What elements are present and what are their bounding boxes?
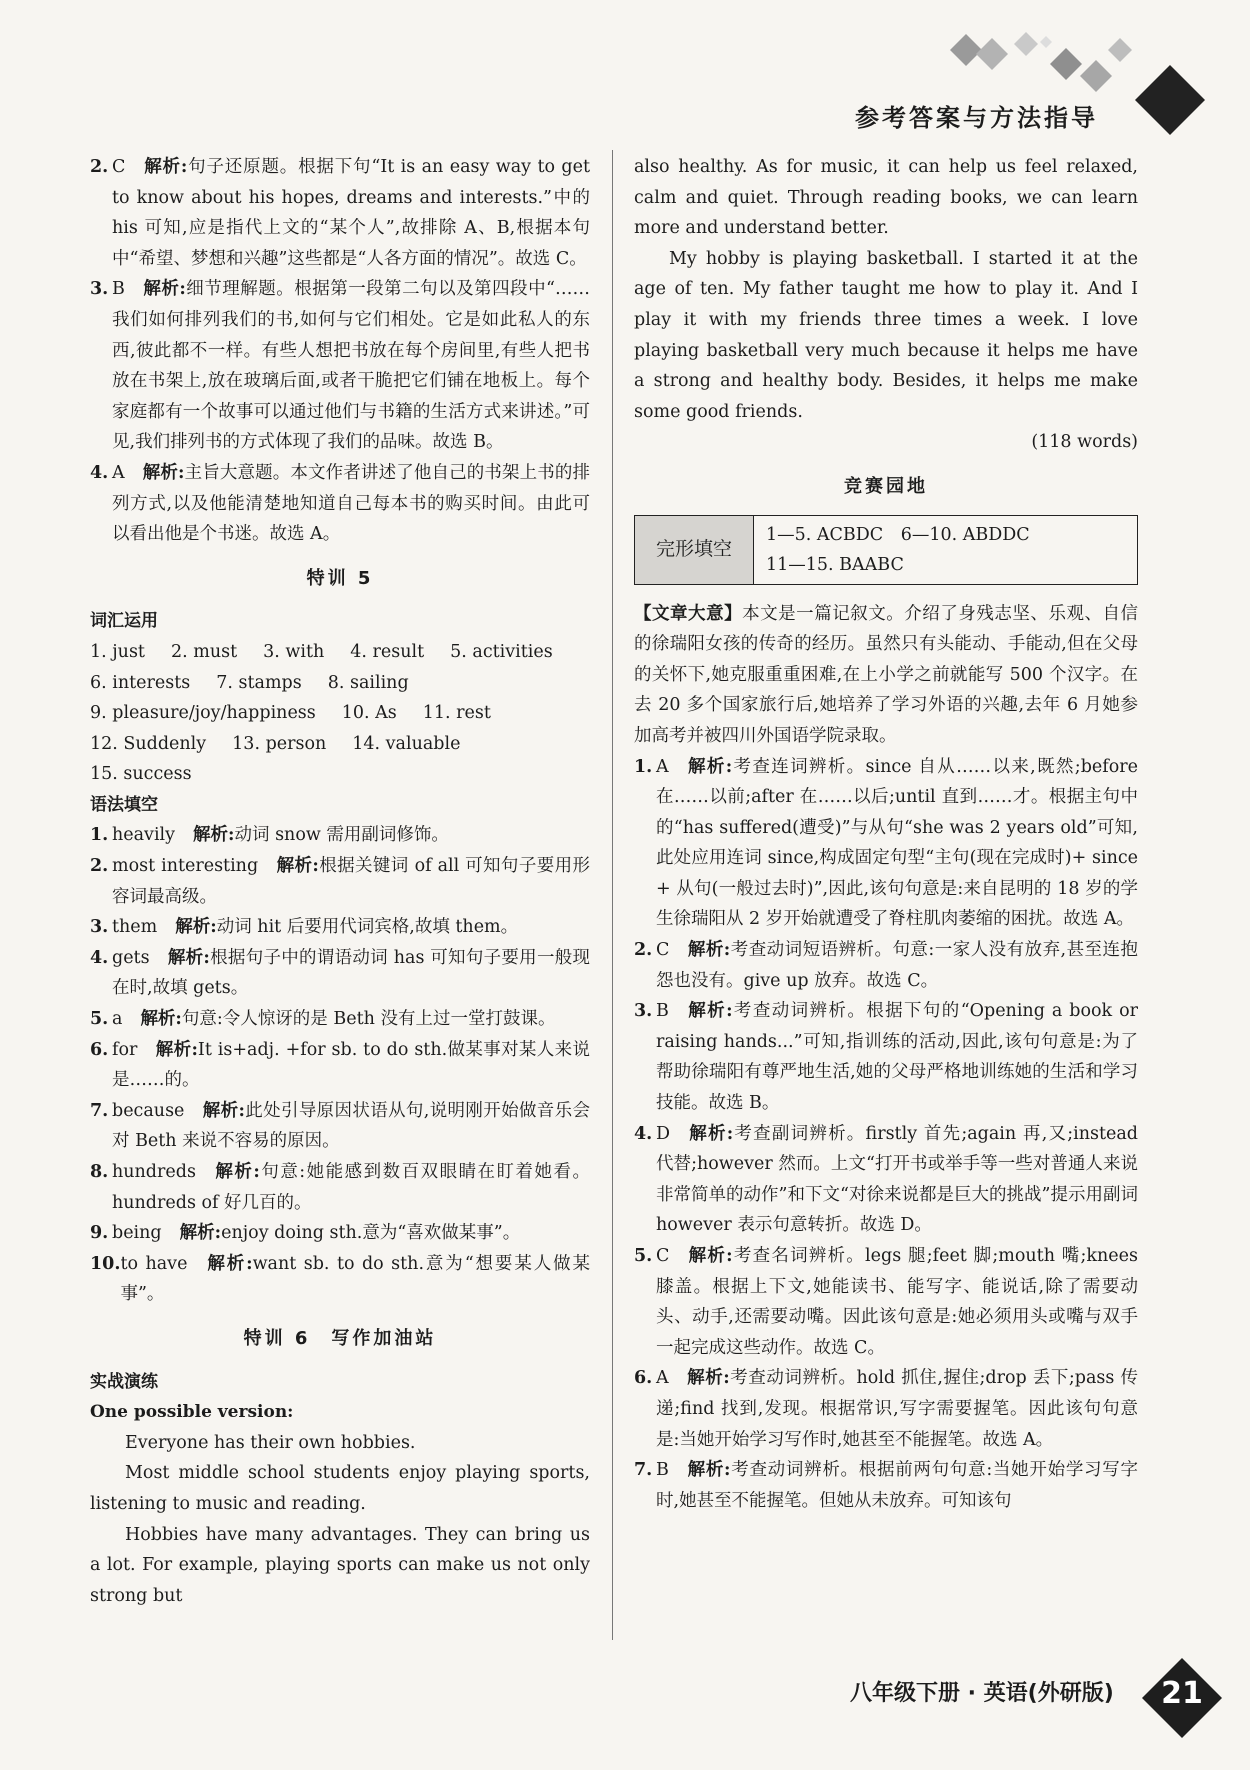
item-tag: 解析: [193,825,235,846]
vocab-answer: 15. success [90,764,192,785]
vocab-answer: 3. with [263,641,325,662]
vocab-answers [90,637,590,790]
item-explanation: 考查动词辨析。根据前两句句意:当她开始学习写字时,她甚至不能握笔。但她从未放弃。可知该句 [656,1460,1138,1511]
item-explanation: 此处引导原因状语从句,说明刚开始做音乐会对 Beth 来说不容易的原因。 [112,1100,590,1152]
cloze-answers-line: 1—5. ACBDC 6—10. ABDDC [766,524,1030,545]
item-tag: 解析: [686,756,733,777]
answer-item [90,152,590,274]
essay-paragraph: Everyone has their own hobbies. [125,1432,416,1453]
grammar-item [90,1249,590,1310]
summary-tag: 【文章大意】 [634,603,743,624]
vocab-answer: 2. must [170,641,238,662]
article-summary [634,599,1138,752]
item-answer: B [656,1001,669,1022]
item-explanation: 考查动词辨析。根据下句的“Opening a book or raising hands...”可知,指训练的活动,因此,该句句意是:为了帮助徐瑞阳有尊严地生活,她的父母严格地训练她的生活和学习技能。故选 B。 [656,1001,1138,1114]
vocab-answer: 11. rest [422,703,491,724]
item-number: 10. [90,1253,121,1274]
item-explanation: 考查名词辨析。legs 腿;feet 脚;mouth 嘴;knees 膝盖。根据上下文,她能读书、能写字、能说话,除了需要动头、动手,还需要动嘴。因此该句意是:她必须用头或嘴与双手一起完成这些动作。故选 C。 [656,1246,1138,1358]
section-title-6: 特训 6 写作加油站 [243,1327,437,1349]
item-explanation: 根据关键词 of all 可知句子要用形容词最高级。 [112,856,590,907]
cloze-item [634,935,1138,996]
item-tag: 解析: [686,1368,730,1389]
cloze-item [634,752,1138,936]
vocab-answer: 5. activities [450,641,553,662]
section-title-5: 特训 5 [306,567,374,589]
cloze-label: 完形填空 [635,516,754,584]
practice-heading: 实战演练 [90,1371,158,1392]
item-tag: 解析: [686,1001,733,1022]
essay-paragraph: My hobby is playing basketball. I started it at the age of ten. My father taught me how to play it. And I play it with my friends three times a week. I love playing basketball very much because it helps me have a strong and healthy body. Besides, it helps me make some good friends. [634,248,1138,422]
item-number: 3. [634,1001,653,1022]
grammar-item [90,1157,590,1218]
grammar-item [90,851,590,912]
vocab-answer: 1. just [90,641,145,662]
item-explanation: 考查副词辨析。firstly 首先;again 再,又;instead 代替;however 然而。上文“打开书或举手等一些对普通人来说非常简单的动作”和下文“对徐来说都是巨大的挑战”提示用副词 however 表示句意转折。故选 D。 [656,1123,1138,1236]
item-tag: 解析: [140,1009,182,1030]
grammar-heading: 语法填空 [90,794,158,815]
item-answer: for [112,1039,138,1060]
item-answer: B [656,1460,669,1481]
contest-title: 竞赛园地 [844,475,928,497]
item-tag: 解析: [175,917,217,938]
answer-item [90,458,590,550]
item-answer: B [112,279,125,300]
item-explanation: 句意:令人惊讶的是 Beth 没有上过一堂打鼓课。 [181,1009,556,1030]
item-answer: heavily [112,825,176,846]
column-divider [612,150,613,1640]
item-answer: D [656,1123,671,1144]
item-tag: 解析: [142,279,186,300]
item-answer: C [656,1246,670,1266]
page-number: 21 [1161,1676,1203,1711]
item-number: 2. [90,856,109,877]
cloze-item [634,1455,1138,1516]
essay-paragraph: Most middle school students enjoy playing sports, listening to music and reading. [90,1463,590,1514]
item-number: 1. [634,756,653,777]
item-explanation: 考查动词辨析。hold 抓住,握住;drop 丢下;pass 传递;find 找到,发现。根据常识,写字需要握笔。因此该句句意是:当她开始学习写作时,她甚至不能握笔。故选 A。 [656,1368,1138,1450]
grammar-item [90,1218,590,1249]
item-number: 2. [634,940,653,961]
grammar-item [90,912,590,943]
vocab-answer: 12. Suddenly [90,733,207,754]
footer-book-title: 八年级下册 · 英语(外研版) [850,1681,1114,1706]
item-tag: 解析: [687,1246,733,1266]
item-answer: most interesting [112,856,259,877]
essay-continuation: also healthy. As for music, it can help us feel relaxed, calm and quiet. Through reading books, we can learn more and understand better. [634,157,1138,239]
item-number: 7. [90,1100,109,1121]
item-answer: A [112,462,125,483]
item-number: 5. [634,1246,653,1266]
item-number: 3. [90,917,109,938]
vocab-answer: 7. stamps [216,672,302,693]
version-heading: One possible version: [90,1402,294,1423]
cloze-item [634,1363,1138,1455]
item-tag: 解析: [179,1223,222,1244]
grammar-item [90,1035,590,1096]
right-column [634,152,1138,1516]
item-number: 4. [634,1123,653,1144]
item-explanation: 考查连词辨析。since 自从……以来,既然;before 在……以前;after 在……以后;until 直到……才。根据主句中的“has suffered(遭受)”与从句“she was 2 years old”可知,此处应用连词 since,构成固定句型“主句(现在完成时)+ since + 从句(一般过去时)”,因此,该句句意是:来自昆明的 18 岁的学生徐瑞阳从 2 岁开始就遭受了脊柱肌肉萎缩的困扰。故选 A。 [656,756,1138,930]
word-count: (118 words) [1031,432,1138,453]
item-number: 4. [90,462,109,483]
vocab-heading: 词汇运用 [90,611,158,632]
cloze-answers-line: 11—15. BAABC [766,554,904,575]
vocab-answer: 14. valuable [352,733,461,754]
item-tag: 解析: [167,947,210,968]
item-explanation: 主旨大意题。本文作者讲述了他自己的书架上书的排列方式,以及他能清楚地知道自己每本书的购买时间。由此可以看出他是个书迷。故选 A。 [112,462,590,545]
vocab-answer: 4. result [350,641,425,662]
item-explanation: 根据句子中的谓语动词 has 可知句子要用一般现在时,故填 gets。 [112,947,590,999]
item-explanation: 句意:她能感到数百双眼睛在盯着她看。hundreds of 好几百的。 [112,1162,590,1213]
item-answer: a [112,1009,123,1030]
item-tag: 解析: [276,856,319,877]
item-explanation: enjoy doing sth.意为“喜欢做某事”。 [221,1223,521,1244]
vocab-answer: 6. interests [90,672,191,693]
cloze-answer-box [634,515,1138,585]
item-tag: 解析: [688,1123,734,1144]
item-tag: 解析: [686,1460,731,1481]
vocab-answer: 10. As [341,703,397,724]
item-number: 5. [90,1009,109,1030]
summary-text: 本文是一篇记叙文。介绍了身残志坚、乐观、自信的徐瑞阳女孩的传奇的经历。虽然只有头能动、手能动,但在父母的关怀下,她克服重重困难,在上小学之前就能写 500 个汉字。在去 20 多个国家旅行后,她培养了学习外语的兴趣,去年 6 月她参加高考并被四川外国语学院录取。 [634,603,1139,746]
item-answer: to have [120,1253,188,1274]
item-answer: hundreds [112,1162,196,1182]
item-explanation: want sb. to do sth.意为“想要某人做某事”。 [120,1253,591,1305]
item-number: 6. [90,1039,109,1060]
essay-paragraph: Hobbies have many advantages. They can bring us a lot. For example, playing sports can make us not only strong but [90,1524,590,1606]
item-number: 2. [90,157,109,177]
vocab-answer: 8. sailing [327,672,409,693]
item-tag: 解析: [202,1100,245,1121]
cloze-item [634,996,1138,1118]
grammar-item [90,820,590,851]
item-explanation: 动词 hit 后要用代词宾格,故填 them。 [216,917,519,938]
vocab-answer: 9. pleasure/joy/happiness [90,703,316,724]
item-answer: being [112,1223,162,1244]
vocab-answer: 13. person [232,733,327,754]
item-number: 6. [634,1368,653,1389]
item-number: 4. [90,947,109,968]
answer-item [90,274,590,458]
item-explanation: 细节理解题。根据第一段第二句以及第四段中“……我们如何排列我们的书,如何与它们相处。它是如此私人的东西,彼此都不一样。有些人想把书放在每个房间里,有些人把书放在书架上,放在玻璃后面,或者干脆把它们铺在地板上。每个家庭都有一个故事可以通过他们与书籍的生活方式来讲述。”可见,我们排列书的方式体现了我们的品味。故选 B。 [112,279,590,453]
cloze-item [634,1241,1138,1363]
item-tag: 解析: [155,1039,198,1060]
cloze-item [634,1119,1138,1241]
item-tag: 解析: [205,1253,253,1274]
item-tag: 解析: [687,940,731,961]
item-answer: C [656,940,670,961]
grammar-item [90,943,590,1004]
item-tag: 解析: [143,157,188,177]
item-answer: C [112,157,126,177]
item-explanation: It is+adj. +for sb. to do sth.做某事对某人来说是……的。 [112,1039,590,1091]
header-title: 参考答案与方法指导 [855,104,1098,132]
item-tag: 解析: [142,462,185,483]
item-explanation: 句子还原题。根据下句“It is an easy way to get to know about his hopes, dreams and interests.”中的 his 可知,应是指代上文的“某个人”,故排除 A、B,根据本句中“希望、梦想和兴趣”这些都是“人各方面的情况”。故选 C。 [112,157,590,269]
item-explanation: 考查动词短语辨析。句意:一家人没有放弃,甚至连抱怨也没有。give up 放弃。故选 C。 [656,940,1138,991]
item-answer: A [656,756,669,777]
item-number: 3. [90,279,109,300]
item-tag: 解析: [213,1162,260,1182]
item-number: 1. [90,825,109,846]
left-column [90,152,590,1611]
item-number: 8. [90,1162,109,1182]
item-number: 9. [90,1223,109,1244]
item-answer: A [656,1368,669,1389]
grammar-item [90,1096,590,1157]
grammar-item [90,1004,590,1035]
item-number: 7. [634,1460,653,1481]
item-explanation: 动词 snow 需用副词修饰。 [234,825,449,846]
item-answer: because [112,1100,185,1121]
item-answer: gets [112,947,150,968]
item-answer: them [112,917,158,938]
